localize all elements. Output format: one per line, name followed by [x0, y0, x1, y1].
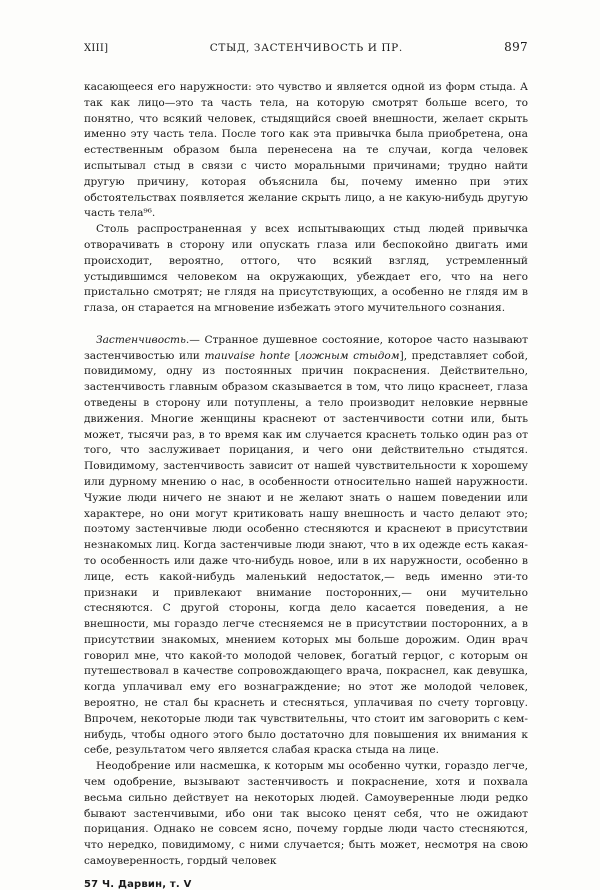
- shyness-text-b: [: [290, 349, 299, 362]
- shyness-text-c: ], представляет собой, повидимому, одну из постоянных причин покраснения. Действительно, застенчивость главным образом сказывается в том, что лицо краснеет, глаза отведены в сторону или потуплены, а тело производит неловкие нервные движения. Многие женщины краснеют от застенчивости сотни или, быть может, тысячи раз, в то время как им случается краснеть только один раз от того, что заслуживает порицания, и чего они действительно стыдятся. Повидимому, застенчивость зависит от нашей чувствительности к хорошему или дурному мнению о нас, в особенности относительно нашей наружности. Чужие люди ничего не знают и не желают знать о нашем поведении или характере, но они могут критиковать нашу внешность и часто делают это; поэтому застенчивые люди особенно стесняются и краснеют в присутствии незнакомых лиц. Когда застенчивые люди знают, что в их одежде есть какая-то особенность или даже что-нибудь новое, или в их наружности, особенно в лице, есть какой-нибудь маленький недостаток,— ведь именно эти-то признаки и привлекают внимание посторонних,— они мучительно стесняются. С другой стороны, когда дело касается поведения, а не внешности, мы гораздо легче стесняемся не в присутствии посторонних, а в присутствии знакомых, мнением которых мы больше дорожим. Один врач говорил мне, что какой-то молодой человек, богатый герцог, с которым он путешествовал в качестве сопровождающего врача, покраснел, как девушка, когда уплачивал ему его вознаграждение; но этот же молодой человек, вероятно, не стал бы краснеть и стесняться, уплачивая по счету торговцу. Впрочем, некоторые люди так чувствительны, что стоит им заговорить с кем-нибудь, чтобы одного этого было достаточно для повышения их внимания к себе, результатом чего является слабая краска стыда на лице.: [84, 349, 528, 757]
- translation-gloss: ложным стыдом: [298, 349, 400, 362]
- body-text: [84, 80, 528, 870]
- printer-signature: 57 Ч. Дарвин, т. V: [84, 878, 192, 890]
- paragraph-averting-gaze: Столь распространенная у всех испытывающих стыд людей привычка отворачивать в сторону или опускать глаза или беспокойно двигать ими происходит, вероятно, оттого, что всякий взгляд, устремленный устыдившимся человеком на окружающих, убеждает его, что на него пристально смотрят; не глядя на присутствующих, а особенно не глядя им в глаза, он старается на мгновение избежать этого мучительного сознания.: [84, 223, 528, 315]
- paragraph-shyness: [84, 333, 528, 760]
- book-page: [84, 40, 528, 890]
- foreign-phrase: mauvaise honte: [204, 349, 291, 362]
- shyness-text-a: — Странное душевное состояние, которое часто называют застенчивостью или: [84, 333, 528, 362]
- paragraph-continued: касающееся его наружности: это чувство и является одной из форм стыда. А так как лицо—это та часть тела, на которую смотрят больше всего, то понятно, что всякий человек, стыдящийся своей внешности, желает скрыть именно эту часть тела. После того как эта привычка была приобретена, она естественным образом была перенесена на те случаи, когда человек испытывал стыд в связи с чисто моральными причинами; трудно найти другую причину, которая объяснила бы, почему именно при этих обстоятельствах появляется желание скрыть лицо, а не какую-нибудь другую часть тела⁹⁶.: [84, 81, 528, 220]
- page-header: [84, 40, 528, 58]
- chapter-marker: XIII]: [84, 43, 109, 54]
- running-title: СТЫД, ЗАСТЕНЧИВОСТЬ И ПР.: [209, 42, 403, 54]
- section-heading-shyness: Застенчивость.: [96, 333, 190, 346]
- paragraph-disapproval: Неодобрение или насмешка, к которым мы особенно чутки, гораздо легче, чем одобрение, вызывают застенчивость и покраснение, хотя и похвала весьма сильно действует на некоторых людей. Самоуверенные люди редко бывают застенчивыми, ибо они так высоко ценят себя, что не ожидают порицания. Однако не совсем ясно, почему гордые люди часто стесняются, что нередко, повидимому, с ними случается; быть может, несмотря на свою самоуверенность, гордый человек: [84, 760, 528, 868]
- page-number: 897: [504, 40, 528, 54]
